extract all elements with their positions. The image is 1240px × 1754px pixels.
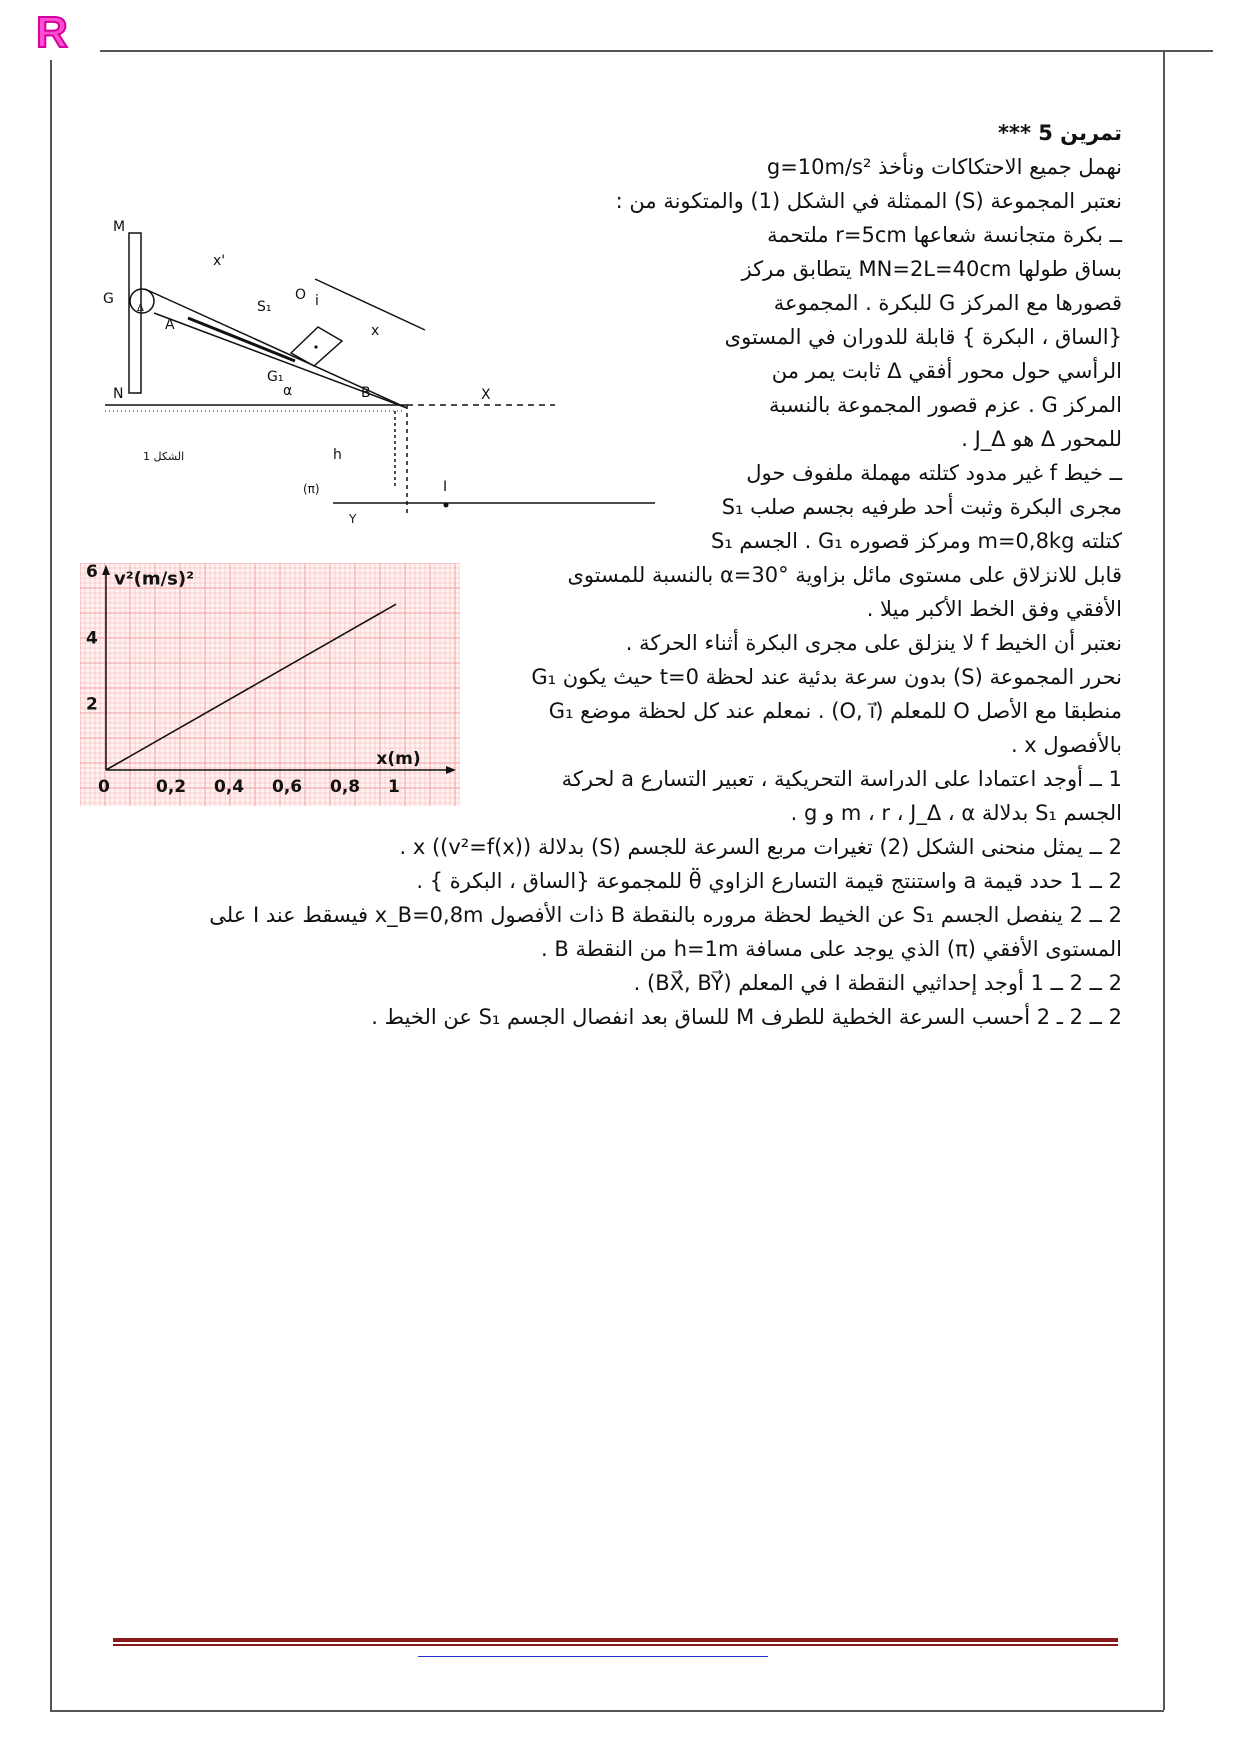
exercise-line: المركز G . عزم قصور المجموعة بالنسبة [769, 393, 1122, 417]
exercise-line: 2 ــ 2 ـ 2 أحسب السرعة الخطية للطرف M للساق بعد انفصال الجسم S₁ عن الخيط . [371, 1005, 1122, 1029]
exercise-line: بالأفصول x . [1010, 733, 1122, 757]
fig-label-delta: Δ [137, 303, 144, 314]
fig-label-X: X [481, 387, 491, 403]
exercise-line: قصورها مع المركز G للبكرة . المجموعة [773, 291, 1122, 315]
exercise-line: 2 ــ 2 ينفصل الجسم S₁ عن الخيط لحظة مروره بالنقطة B ذات الأفصول x_B=0,8m فيسقط عند I على [209, 903, 1122, 927]
exercise-line: بساق طولها MN=2L=40cm يتطابق مركز [741, 257, 1122, 281]
fig-label-M: M [113, 219, 126, 235]
exercise-line: نعتبر المجموعة (S) الممثلة في الشكل (1) والمتكونة من : [615, 189, 1122, 213]
exercise-line: منطبقا مع الأصل O للمعلم (O, i⃗) . نمعلم عند كل لحظة موضع G₁ [548, 699, 1122, 723]
exercise-line: الأفقي وفق الخط الأكبر ميلا . [866, 597, 1122, 621]
fig-label-A: A [165, 317, 175, 333]
fig-label-pi: (π) [303, 482, 320, 496]
exercise-line: للمحور Δ هو J_Δ . [961, 427, 1122, 451]
figure-1 [95, 215, 695, 535]
exercise-line: نهمل جميع الاحتكاكات ونأخذ g=10m/s² [766, 155, 1122, 179]
y-tick-label: 2 [86, 694, 98, 715]
exercise-line: الرأسي حول محور أفقي Δ ثابت يمر من [771, 359, 1122, 383]
exercise-line: 2 ــ 2 ــ 1 أوجد إحداثيي النقطة I في المعلم (BX⃗, BY⃗) . [633, 971, 1122, 995]
fig-label-G: G [103, 291, 114, 307]
exercise-line: كتلته m=0,8kg ومركز قصوره G₁ . الجسم S₁ [710, 529, 1122, 553]
exercise-line: 2 ــ 1 حدد قيمة a واستنتج قيمة التسارع الزاوي θ̈ للمجموعة {الساق ، البكرة } . [416, 869, 1122, 893]
x-tick-label: 1 [388, 777, 400, 797]
fig-label-xprime: x' [213, 253, 226, 269]
exercise-line: 2 ــ يمثل منحنى الشكل (2) تغيرات مربع السرعة للجسم (S) بدلالة x ((v²=f(x)) . [399, 835, 1122, 859]
footer-bar [113, 1638, 1118, 1642]
x-tick-label: 0,6 [272, 777, 303, 797]
y-tick-label: 6 [86, 563, 98, 582]
x-tick-label: 0,8 [330, 777, 361, 797]
exercise-line: نحرر المجموعة (S) بدون سرعة بدئية عند لحظة t=0 حيث يكون G₁ [531, 665, 1122, 689]
fig-label-x: x [371, 323, 380, 339]
footer-link[interactable] [418, 1656, 768, 1657]
x-tick-label: 0 [98, 777, 110, 797]
x-tick-label: 0,2 [156, 777, 187, 797]
figure-1-caption: الشكل 1 [143, 450, 185, 463]
fig-label-B: B [361, 385, 371, 401]
y-tick-label: 4 [86, 628, 98, 649]
fig-label-I: I [443, 479, 448, 495]
exercise-line: قابل للانزلاق على مستوى مائل بزاوية α=30° بالنسبة للمستوى [567, 563, 1122, 587]
fig-label-N: N [113, 386, 124, 402]
x-axis-label: x(m) [376, 749, 421, 769]
fig-label-S1: S₁ [257, 299, 272, 315]
fig-label-alpha: α [283, 383, 293, 399]
exercise-line: المستوى الأفقي (π) الذي يوجد على مسافة h=1m من النقطة B . [541, 937, 1122, 961]
footer-bar-thin [113, 1644, 1118, 1646]
exercise-line: ــ بكرة متجانسة شعاعها r=5cm ملتحمة [767, 223, 1122, 247]
exercise-line: 1 ــ أوجد اعتمادا على الدراسة التحريكية ، تعبير التسارع a لحركة [561, 767, 1122, 791]
exercise-line: مجرى البكرة وثبت أحد طرفيه بجسم صلب S₁ [721, 495, 1122, 519]
exercise-line: نعتبر أن الخيط f لا ينزلق على مجرى البكرة أثناء الحركة . [625, 631, 1122, 655]
fig-label-i: i [315, 293, 319, 309]
fig-label-G1: G₁ [267, 369, 284, 385]
logo: R [36, 8, 67, 57]
x-tick-label: 0,4 [214, 777, 245, 797]
y-axis-label: v²(m/s)² [114, 568, 194, 590]
figure-2-chart [80, 563, 460, 806]
fig-label-Y: Y [349, 512, 357, 526]
fig-label-h: h [333, 447, 342, 463]
exercise-title: تمرين 5 *** [997, 121, 1122, 145]
exercise-line: ــ خيط f غير مدود كتلته مهملة ملفوف حول [746, 461, 1122, 485]
exercise-line: {الساق ، البكرة } قابلة للدوران في المستوى [724, 325, 1122, 349]
fig-label-O: O [295, 287, 307, 303]
exercise-line: الجسم S₁ بدلالة m ، r ، J_Δ ، α و g . [790, 801, 1122, 825]
